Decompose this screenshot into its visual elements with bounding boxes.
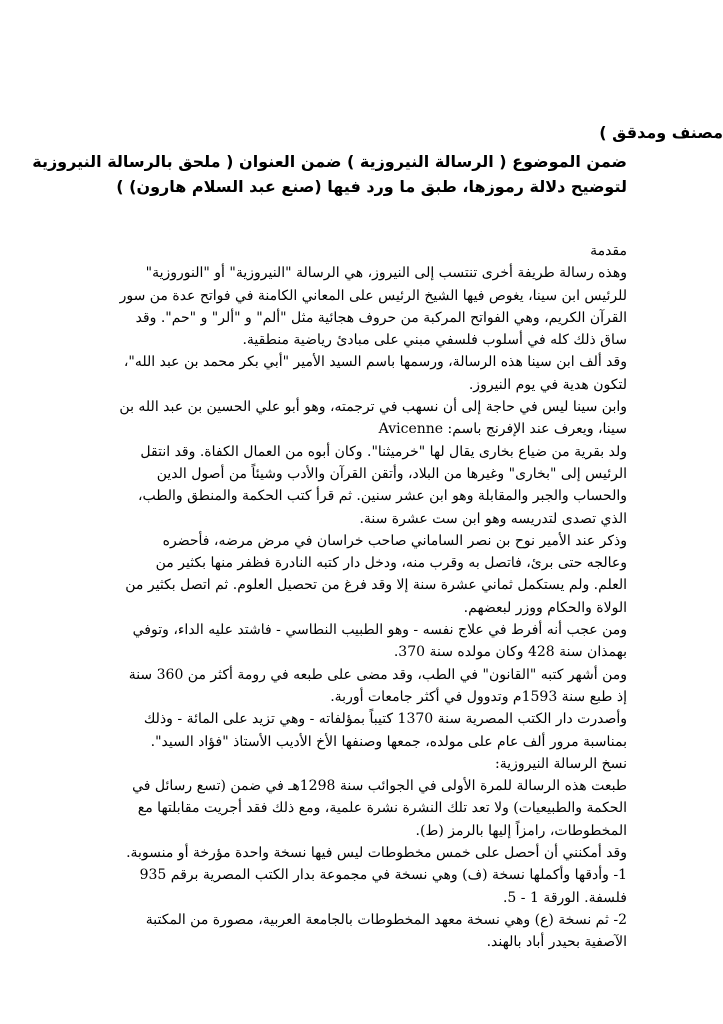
- subject-heading: [17, 149, 627, 199]
- body-line: ومن أشهر كتبه "القانون" في الطب، وقد مضى على طبعه في رومة أكثر من 360 سنة: [128, 666, 627, 683]
- body-line: بمناسبة مرور ألف عام على مولده، جمعها وصنفها الأخ الأديب الأستاذ "فؤاد السيد".: [150, 733, 627, 750]
- body-line: الرئيس إلى "بخارى" وغيرها من البلاد، وأتقن القرآن والأدب وشيئاً من أصول الدين: [156, 465, 627, 482]
- top-heading: مصنف ومدقق ): [599, 123, 723, 142]
- body-line: 2- ثم نسخة (ع) وهي نسخة معهد المخطوطات بالجامعة العربية، مصورة من المكتبة: [145, 911, 627, 928]
- body-line: طبعت هذه الرسالة للمرة الأولى في الجوائب سنة 1298هـ في ضمن (تسع رسائل في: [132, 778, 627, 795]
- body-line: والحساب والجبر والمقابلة وهو ابن عشر سنين. ثم قرأ كتب الحكمة والمنطق والطب،: [137, 488, 627, 505]
- body-line: الولاة والحكام ووزر لبعضهم.: [463, 599, 627, 616]
- body-line: وذكر عند الأمير نوح بن نصر الساماني صاحب خراسان في مرض مرضه، فأحضره: [162, 532, 627, 549]
- body-line: وأصدرت دار الكتب المصرية سنة 1370 كتيباً بمؤلفاته - وهي تزيد على المائة - وذلك: [143, 711, 627, 728]
- body-line: العلم. ولم يستكمل ثماني عشرة سنة إلا وقد فرغ من تحصيل العلوم. ثم اتصل بكثير من: [125, 577, 627, 594]
- body-line: الآصفية بحيدر أباد بالهند.: [486, 934, 627, 951]
- body-line: وعالجه حتى برئ، فاتصل به وقرب منه، ودخل دار كتبه النادرة فظفر منها بكثير من: [155, 555, 627, 572]
- intro-label: مقدمة: [590, 243, 627, 259]
- body-line: القرآن الكريم، وهي الفواتح المركبة من حروف هجائية مثل "ألم" و "ألر" و "حم". وقد: [135, 309, 627, 326]
- body-line: وابن سينا ليس في حاجة إلى أن نسهب في ترجمته، وهو أبو علي الحسين بن عبد الله بن: [119, 399, 627, 416]
- body-line: وقد أمكنني أن أحصل على خمس مخطوطات ليس فيها نسخة واحدة مؤرخة أو منسوبة.: [126, 845, 627, 862]
- body-line: سينا، ويعرف عند الإفرنج باسم: Avicenne: [378, 421, 627, 438]
- body-text: [17, 236, 627, 954]
- body-line: إذ طبع سنة 1593م وتدوول في أكثر جامعات أوربة.: [330, 688, 627, 705]
- body-line: 1- وأدقها وأكملها نسخة (ف) وهي نسخة في مجموعة بدار الكتب المصرية برقم 935: [139, 867, 627, 884]
- body-line: وهذه رسالة طريفة أخرى تنتسب إلى النيروز، هي الرسالة "النيروزية" أو "النوروزية": [145, 265, 627, 282]
- body-line: لتكون هدية في يوم النيروز.: [468, 376, 627, 393]
- body-line: ومن عجب أنه أفرط في علاج نفسه - وهو الطبيب النطاسي - فاشتد عليه الداء، وتوفي: [132, 622, 627, 639]
- body-line: ولد بقرية من ضياع بخارى يقال لها "خرميثنا". وكان أبوه من العمال الكفاة. وقد انتقل: [140, 443, 627, 460]
- body-line: ساق ذلك كله في أسلوب فلسفي مبني على مبادئ رياضية منطقية.: [242, 332, 627, 349]
- subject-line: لتوضيح دلالة رموزها، طبق ما ورد فيها (صنع عبد السلام هارون) ): [116, 177, 627, 196]
- body-line: الذي تصدى لتدريسه وهو ابن ست عشرة سنة.: [359, 510, 627, 527]
- body-line: للرئيس ابن سينا، يغوص فيها الشيخ الرئيس على المعاني الكامنة في فواتح عدة من سور: [119, 287, 627, 304]
- body-line: وقد ألف ابن سينا هذه الرسالة، ورسمها باسم السيد الأمير "أبي بكر محمد بن عبد الله"،: [123, 354, 627, 371]
- body-line: المخطوطات، رامزاً إليها بالرمز (ط).: [415, 822, 627, 839]
- subject-line: ضمن الموضوع ( الرسالة النيروزية ) ضمن العنوان ( ملحق بالرسالة النيروزية: [32, 152, 627, 171]
- body-line: نسخ الرسالة النيروزية:: [495, 755, 627, 772]
- body-line: بهمذان سنة 428 وكان مولده سنة 370.: [393, 644, 627, 661]
- body-line: الحكمة والطبيعيات) ولا تعد تلك النشرة نشرة علمية، ومع ذلك فقد أجريت مقابلتها مع: [137, 800, 627, 817]
- body-line: فلسفة. الورقة 1 - 5.: [502, 889, 627, 906]
